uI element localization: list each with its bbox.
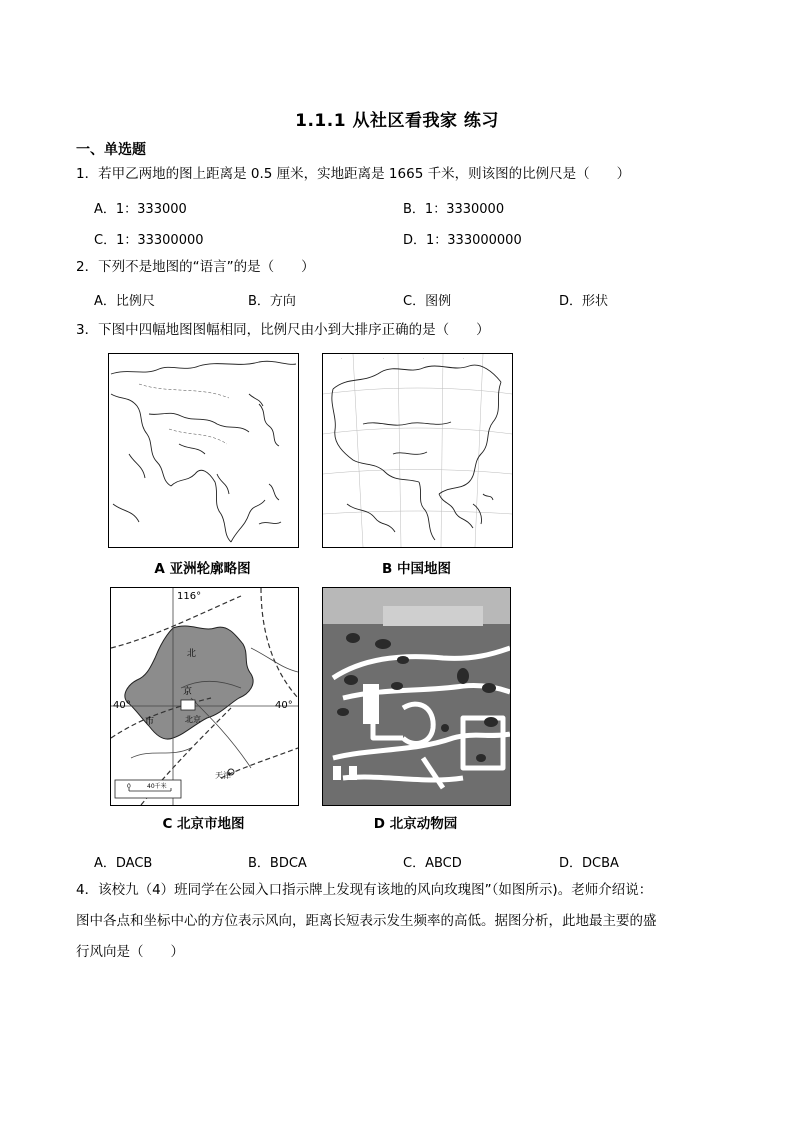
label-beijing-city: 北京	[185, 715, 201, 724]
label-shi: 市	[145, 717, 155, 727]
beijing-map-drawing	[111, 588, 298, 805]
svg-text:·: ·	[341, 356, 343, 361]
latitude-label-left: 40°	[113, 700, 131, 711]
svg-text:·: ·	[423, 356, 425, 361]
longitude-label: 116°	[177, 591, 202, 602]
asia-outline-drawing	[109, 354, 298, 547]
map-a-asia-outline	[108, 353, 299, 548]
q3-option-c[interactable]: C．ABCD	[403, 856, 462, 871]
question-3-stem: 3．下图中四幅地图图幅相同，比例尺由小到大排序正确的是（ ）	[76, 322, 490, 338]
q2-option-c[interactable]: C．图例	[403, 294, 452, 309]
svg-text:·: ·	[383, 356, 385, 361]
q4-line-3: 行风向是（ ）	[76, 944, 184, 960]
map-c-caption: C 北京市地图	[162, 816, 245, 832]
scale-zero: 0	[127, 783, 131, 790]
q1-option-d[interactable]: D．1：333000000	[403, 233, 522, 248]
map-d-beijing-zoo	[322, 587, 511, 806]
question-2-stem: 2．下列不是地图的“语言”的是（ ）	[76, 259, 315, 275]
question-4-stem	[76, 875, 716, 968]
svg-text:·: ·	[463, 356, 465, 361]
scale-label: 40千米	[147, 783, 167, 790]
q2-option-b[interactable]: B．方向	[248, 294, 296, 309]
china-map-drawing	[323, 354, 512, 547]
q3-option-b[interactable]: B．BDCA	[248, 856, 307, 871]
q2-option-a[interactable]: A．比例尺	[94, 294, 155, 309]
section-heading: 一、单选题	[76, 142, 146, 158]
question-1-stem: 1．若甲乙两地的图上距离是 0.5 厘米，实地距离是 1665 千米，则该图的比例尺是（ ）	[76, 166, 631, 182]
q1-option-c[interactable]: C．1：33300000	[94, 233, 204, 248]
q1-option-a[interactable]: A．1：333000	[94, 202, 187, 217]
label-tianjin: 天津	[215, 771, 231, 780]
q2-option-d[interactable]: D．形状	[559, 294, 609, 309]
q1-option-b[interactable]: B．1：3330000	[403, 202, 505, 217]
map-a-caption: A 亚洲轮廓略图	[154, 561, 251, 577]
latitude-label-right: 40°	[275, 700, 293, 711]
q3-option-a[interactable]: A．DACB	[94, 856, 153, 871]
map-b-caption: B 中国地图	[382, 561, 451, 577]
label-bei: 北	[187, 649, 197, 659]
zoo-map-drawing	[323, 588, 510, 805]
q3-option-d[interactable]: D．DCBA	[559, 856, 619, 871]
q4-line-2: 图中各点和坐标中心的方位表示风向，距离长短表示发生频率的高低。据图分析，此地最主要的盛	[76, 913, 657, 929]
map-c-beijing	[110, 587, 299, 806]
map-b-china	[322, 353, 513, 548]
map-d-caption: D 北京动物园	[373, 816, 458, 832]
q4-line-1: 4．该校九（4）班同学在公园入口指示牌上发现有该地的风向玫瑰图”（如图所示)。老师介绍说：	[76, 882, 653, 898]
label-jing: 京	[183, 687, 193, 697]
page-title: 1.1.1 从社区看我家 练习	[295, 111, 499, 131]
